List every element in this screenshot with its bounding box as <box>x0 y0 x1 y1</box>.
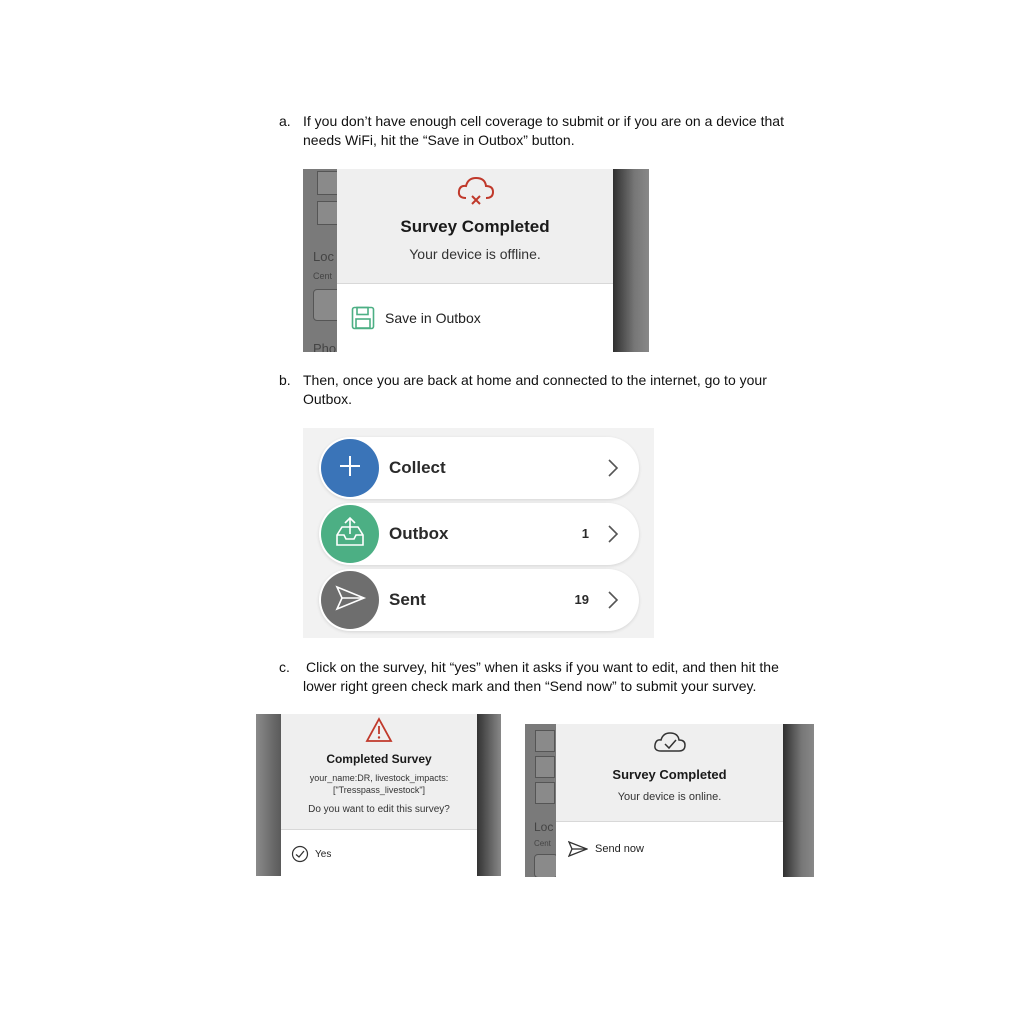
dialog-shadow <box>613 169 649 352</box>
dialog-title: Survey Completed <box>612 767 727 782</box>
action-label: Yes <box>315 848 332 860</box>
dialog-actions <box>281 829 477 876</box>
step-text-line: Click on the survey, hit “yes” when it asks if you want to edit, and then hit the <box>306 659 779 675</box>
dialog-actions <box>337 283 613 352</box>
dialog-shadow <box>783 724 814 877</box>
plus-icon <box>337 453 363 484</box>
save-in-outbox-button[interactable] <box>351 304 481 332</box>
send-now-button[interactable] <box>568 838 644 860</box>
outbox-icon-circle <box>321 505 379 563</box>
dialog-detail-line: your_name:DR, livestock_impacts: <box>309 773 449 783</box>
offline-dialog-screenshot <box>303 169 649 352</box>
step-b <box>279 371 839 411</box>
background-field <box>535 782 555 804</box>
home-menu-screenshot <box>303 428 654 638</box>
dialog-subtitle: Your device is offline. <box>409 246 541 262</box>
dialog-detail-line: ["Tresspass_livestock"] <box>332 785 426 795</box>
background-label: Loc <box>313 249 334 264</box>
background-label: Pho <box>313 341 337 352</box>
step-text-line: If you don’t have enough cell coverage to submit or if you are on a device that <box>303 113 784 129</box>
menu-item-label: Sent <box>389 590 426 609</box>
dialog-subtitle: Your device is online. <box>617 791 722 803</box>
background-label: Loc <box>534 820 554 834</box>
location-target-button <box>534 854 558 877</box>
sent-icon-circle <box>321 571 379 629</box>
dialog-actions <box>556 821 783 877</box>
action-label: Send now <box>595 843 644 855</box>
step-c <box>279 658 839 698</box>
outbox-tray-icon <box>333 515 367 554</box>
step-text-line: needs WiFi, hit the “Save in Outbox” button. <box>303 132 575 148</box>
background-field <box>535 730 555 752</box>
chevron-right-icon <box>607 591 619 614</box>
step-text-line: lower right green check mark and then “Send now” to submit your survey. <box>303 678 757 694</box>
dialog-question: Do you want to edit this survey? <box>308 804 450 815</box>
paper-plane-icon <box>568 840 588 858</box>
background-field <box>317 171 339 195</box>
floppy-disk-icon <box>351 306 375 330</box>
step-a <box>279 112 839 152</box>
background-label: Cent <box>534 839 551 848</box>
background-field <box>317 201 339 225</box>
check-circle-icon <box>291 845 309 863</box>
step-text-line: Outbox. <box>303 391 353 407</box>
step-marker: c. <box>279 659 290 675</box>
online-dialog-screenshot <box>525 724 814 877</box>
collect-icon-circle <box>321 439 379 497</box>
menu-item-label: Collect <box>389 458 446 477</box>
action-label: Save in Outbox <box>385 310 481 326</box>
dialog-shadow <box>256 714 281 876</box>
step-text-line: Then, once you are back at home and connected to the internet, go to your <box>303 372 767 388</box>
step-marker: a. <box>279 113 291 129</box>
step-marker: b. <box>279 372 291 388</box>
edit-survey-dialog <box>281 714 477 829</box>
menu-item-outbox[interactable] <box>319 503 639 565</box>
background-label: Cent <box>313 271 333 281</box>
paper-plane-icon <box>333 581 367 620</box>
dialog-title: Survey Completed <box>400 217 550 236</box>
menu-item-label: Outbox <box>389 524 449 543</box>
warning-triangle-icon <box>365 717 393 748</box>
menu-item-sent[interactable] <box>319 569 639 631</box>
menu-item-count: 1 <box>581 526 589 541</box>
edit-dialog-screenshot <box>256 714 501 876</box>
dialog-shadow <box>477 714 501 876</box>
online-dialog <box>556 724 783 821</box>
menu-item-collect[interactable] <box>319 437 639 499</box>
yes-button[interactable] <box>291 844 331 864</box>
dialog-title: Completed Survey <box>326 752 432 766</box>
cloud-offline-icon <box>456 174 496 211</box>
chevron-right-icon <box>607 459 619 482</box>
chevron-right-icon <box>607 525 619 548</box>
background-field <box>535 756 555 778</box>
offline-dialog <box>337 169 613 283</box>
menu-item-count: 19 <box>574 592 589 607</box>
cloud-check-icon <box>653 730 687 761</box>
